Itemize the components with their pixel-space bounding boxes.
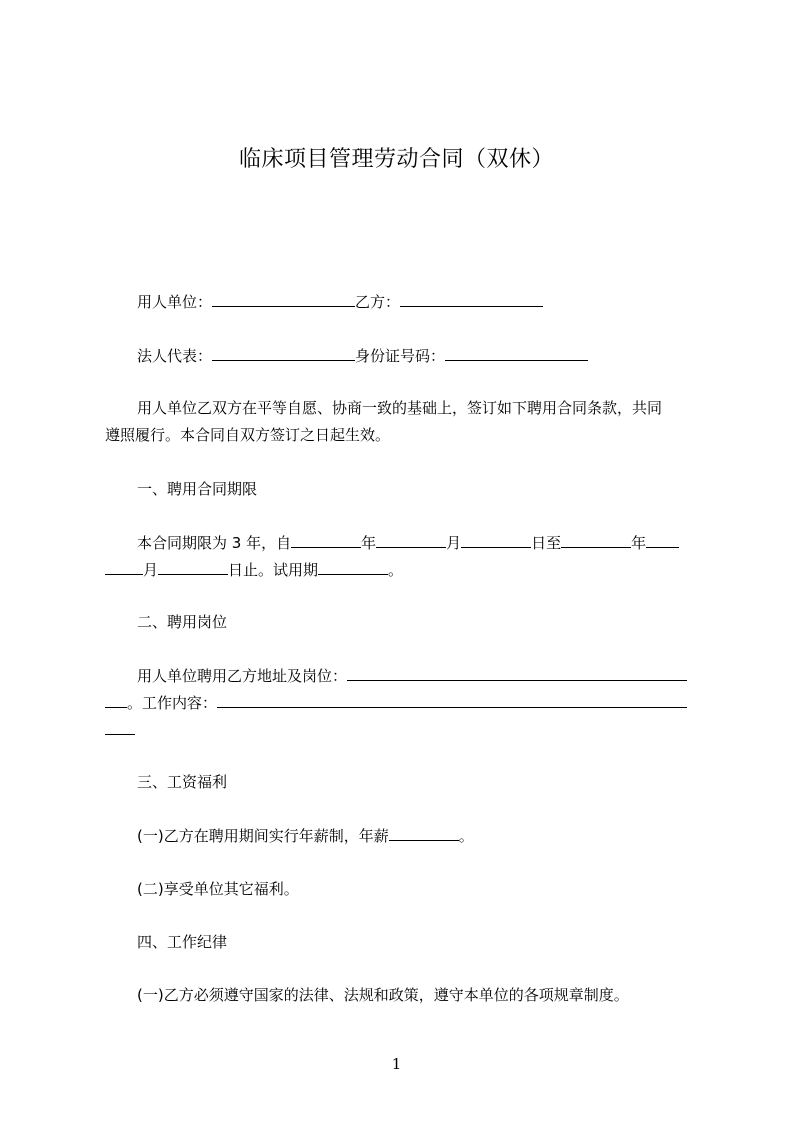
day-to-label: 日至 xyxy=(531,534,562,552)
party-b-label: 乙方： xyxy=(355,293,401,311)
party-b-blank[interactable] xyxy=(400,291,543,307)
post-blank-a[interactable] xyxy=(347,665,687,681)
document-title: 临床项目管理劳动合同（双休） xyxy=(238,147,554,172)
section-3-item-1 xyxy=(137,825,474,846)
employer-line xyxy=(137,291,543,312)
end-month-blank-b[interactable] xyxy=(105,559,143,575)
section-2-line-3 xyxy=(105,719,135,740)
probation-label: 日止。试用期 xyxy=(228,561,319,579)
year-label: 年 xyxy=(361,534,377,552)
salary-label: (一)乙方在聘用期间实行年薪制，年薪 xyxy=(137,827,389,845)
section-1-line-2 xyxy=(105,559,403,580)
id-number-label: 身份证号码： xyxy=(355,347,446,365)
probation-blank[interactable] xyxy=(318,559,388,575)
section-2-line-1 xyxy=(137,665,687,686)
post-blank-b[interactable] xyxy=(105,692,127,708)
section-3-item-2: (二)享受单位其它福利。 xyxy=(137,880,299,898)
intro-line-2: 遵照履行。本合同自双方签订之日起生效。 xyxy=(105,426,391,444)
legal-rep-line xyxy=(137,345,588,366)
section-1-heading: 一、聘用合同期限 xyxy=(137,480,258,498)
intro-line-1: 用人单位乙双方在平等自愿、协商一致的基础上，签订如下聘用合同条款，共同 xyxy=(137,399,663,417)
work-content-blank-a[interactable] xyxy=(217,692,687,708)
salary-blank[interactable] xyxy=(389,825,459,841)
end-year-blank[interactable] xyxy=(561,532,631,548)
section-2-line-2 xyxy=(105,692,687,713)
section-2-heading: 二、聘用岗位 xyxy=(137,613,228,631)
section-1-line-1 xyxy=(137,532,679,553)
employer-blank[interactable] xyxy=(212,291,355,307)
period-mark: 。 xyxy=(388,561,404,579)
year-label-2: 年 xyxy=(631,534,647,552)
section-3-heading: 三、工资福利 xyxy=(137,773,228,791)
start-year-blank[interactable] xyxy=(291,532,361,548)
end-month-blank-a[interactable] xyxy=(646,532,679,548)
work-content-label: 。工作内容： xyxy=(127,694,218,712)
month-label: 月 xyxy=(446,534,462,552)
section-4-item-1: (一)乙方必须遵守国家的法律、法规和政策，遵守本单位的各项规章制度。 xyxy=(137,986,629,1004)
section-4-heading: 四、工作纪律 xyxy=(137,933,228,951)
end-day-blank[interactable] xyxy=(158,559,228,575)
legal-rep-label: 法人代表： xyxy=(137,347,213,365)
post-label: 用人单位聘用乙方地址及岗位： xyxy=(137,667,348,685)
id-number-blank[interactable] xyxy=(445,345,588,361)
page-number: 1 xyxy=(391,1055,402,1073)
legal-rep-blank[interactable] xyxy=(212,345,355,361)
salary-period: 。 xyxy=(458,827,474,845)
start-month-blank[interactable] xyxy=(376,532,446,548)
month-label-2: 月 xyxy=(143,561,159,579)
start-day-blank[interactable] xyxy=(461,532,531,548)
work-content-blank-b[interactable] xyxy=(105,719,135,735)
term-text: 本合同期限为 3 年，自 xyxy=(137,534,292,552)
employer-label: 用人单位： xyxy=(137,293,213,311)
